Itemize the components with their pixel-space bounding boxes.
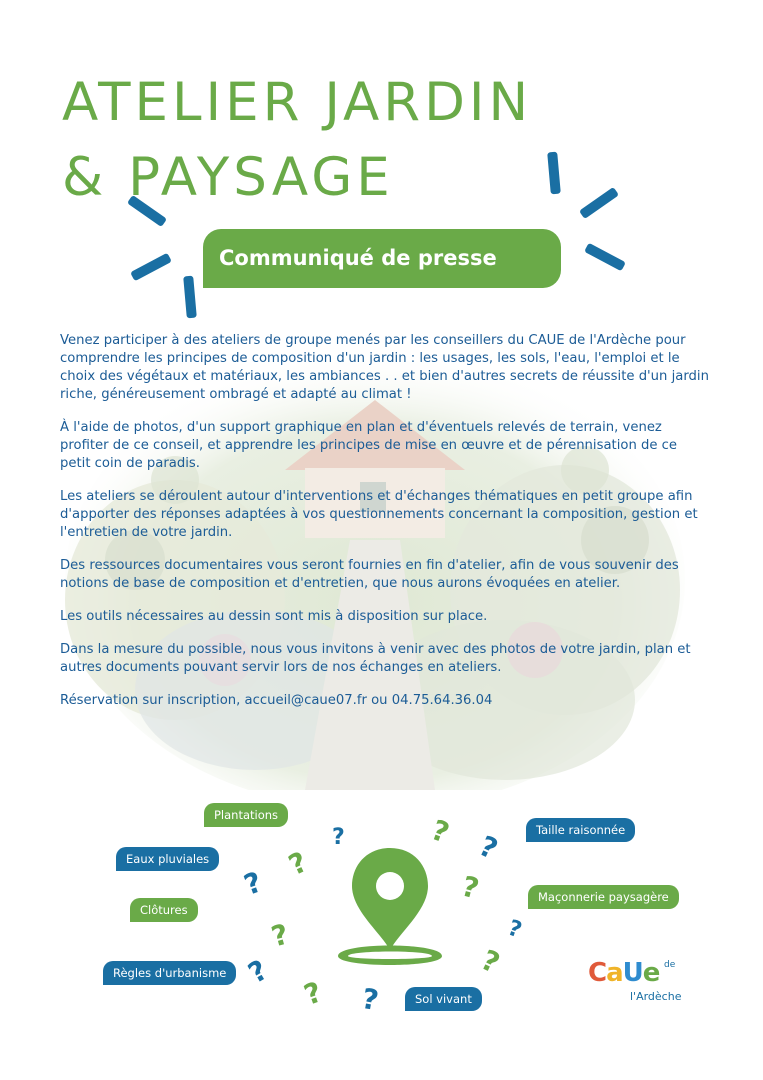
ray-decoration: [547, 152, 561, 195]
tag-taille-raisonnee: Taille raisonnée: [526, 818, 635, 842]
tag-sol-vivant: Sol vivant: [405, 987, 482, 1011]
paragraph-resources: Des ressources documentaires vous seront fournies en fin d'atelier, afin de vous souvenir des notions de base de composition et d'entretien, que nous aurons évoquées en atelier.: [60, 558, 679, 591]
ray-decoration: [183, 276, 197, 319]
paragraph-reservation: Réservation sur inscription, accueil@caue07.fr ou 04.75.64.36.04: [60, 693, 493, 708]
logo-letter: C: [588, 958, 607, 988]
question-mark-icon: ?: [283, 845, 313, 882]
body-text: [60, 332, 710, 725]
caue-logo: [588, 958, 682, 1008]
logo-subtitle: l'Ardèche: [630, 990, 682, 1003]
ray-decoration: [130, 253, 172, 282]
ray-decoration: [584, 243, 626, 272]
question-mark-icon: ?: [458, 869, 483, 906]
tag-clotures: Clôtures: [130, 898, 198, 922]
logo-letter: e: [642, 958, 660, 988]
ray-decoration: [579, 187, 619, 219]
title-line-2: & PAYSAGE: [62, 147, 394, 208]
question-mark-icon: ?: [473, 829, 503, 866]
paragraph-photos: Dans la mesure du possible, nous vous invitons à venir avec des photos de votre jardin, plan et autres documents pouvant servir lors de nos échanges en ateliers.: [60, 642, 691, 675]
tag-maconnerie-paysagere: Maçonnerie paysagère: [528, 885, 679, 909]
caue-logo-mark: [588, 958, 659, 988]
press-release-badge: Communiqué de presse: [203, 229, 561, 288]
logo-letter: a: [606, 958, 623, 988]
logo-letter: U: [622, 958, 643, 988]
question-mark-icon: ?: [242, 953, 274, 990]
paragraph-support: À l'aide de photos, d'un support graphique en plan et d'éventuels relevés de terrain, venez profiter de ce conseil, et apprendre les principes de mise en œuvre et de pérennisation de ce petit coin de paradis.: [60, 420, 678, 471]
title-line-1: ATELIER JARDIN: [62, 72, 533, 133]
question-mark-icon: ?: [427, 813, 454, 850]
logo-de: de: [664, 960, 676, 970]
location-pin-icon: [330, 846, 450, 976]
question-mark-icon: ?: [239, 865, 267, 902]
question-mark-icon: ?: [359, 981, 382, 1018]
question-mark-icon: ?: [475, 943, 505, 980]
question-mark-icon: ?: [299, 975, 327, 1012]
paragraph-tools: Les outils nécessaires au dessin sont mis à disposition sur place.: [60, 609, 488, 624]
tag-regles-urbanisme: Règles d'urbanisme: [103, 961, 236, 985]
tag-plantations: Plantations: [204, 803, 288, 827]
paragraph-intro: Venez participer à des ateliers de groupe menés par les conseillers du CAUE de l'Ardèche pour comprendre les principes de composition d'un jardin : les usages, les sols, l'eau, l'emploi et le choix des végétaux et matériaux, les ambiances . . et bien d'autres secrets de réussite d'un jardin riche, généreusement ombragé et adapté au climat !: [60, 333, 709, 402]
tag-eaux-pluviales: Eaux pluviales: [116, 847, 219, 871]
question-mark-icon: ?: [267, 917, 293, 954]
paragraph-workshops: Les ateliers se déroulent autour d'interventions et d'échanges thématiques en petit groupe afin d'apporter des réponses adaptées à vos questionnements concernant la composition, gestion et l'entretien de votre jardin.: [60, 489, 698, 540]
question-mark-icon: ?: [504, 915, 525, 944]
question-mark-icon: ?: [332, 825, 345, 850]
